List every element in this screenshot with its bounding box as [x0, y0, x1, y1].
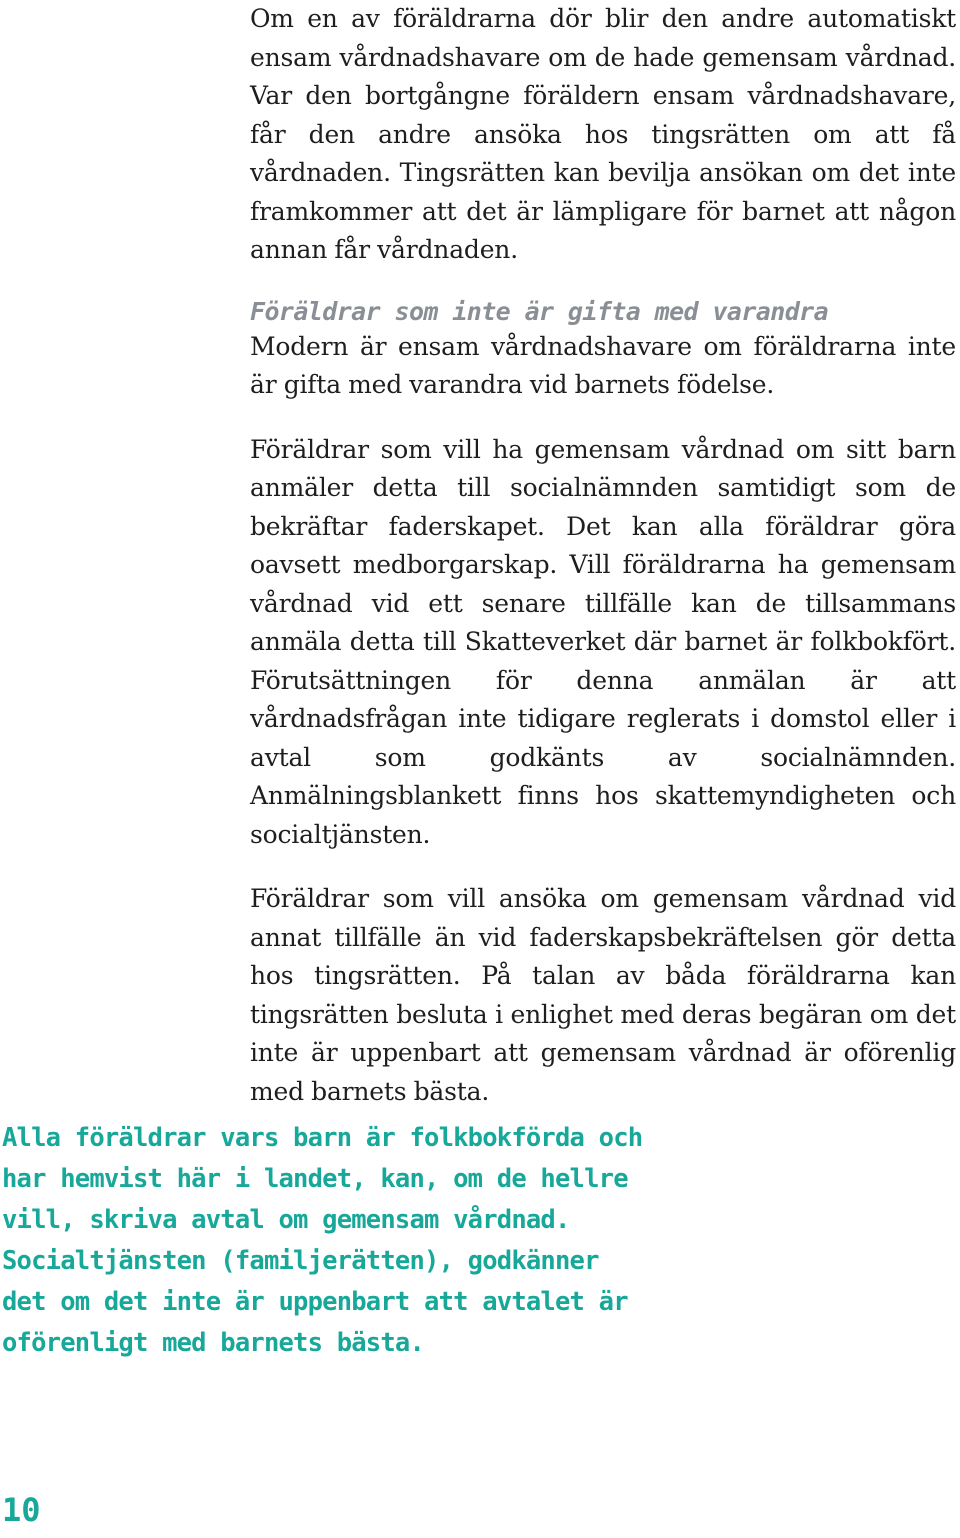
page-number: 10	[2, 1491, 41, 1529]
paragraph-joint-custody-court: Föräldrar som vill ansöka om gemensam vårdnad vid annat tillfälle än vid faderskapsbekräftelsen gör detta hos tingsrätten. På talan av båda föräldrarna kan tingsrätten besluta i enlighet med deras begäran om det inte är uppenbart att gemensam vårdnad är oförenlig med barnets bästa.	[250, 884, 956, 1106]
callout-custody-agreement: Alla föräldrar vars barn är folkbokförda och har hemvist här i landet, kan, om de hellre vill, skriva avtal om gemensam vårdnad. Socialtjänsten (familjerätten), godkänner det om det inte är uppenbart att avtalet är oförenligt med barnets bästa.	[2, 1123, 643, 1358]
paragraph-joint-custody-notification: Föräldrar som vill ha gemensam vårdnad om sitt barn anmäler detta till socialnämnden samtidigt som de bekräftar faderskapet. Det kan alla föräldrar göra oavsett medborgarskap. Vill föräldrarna ha gemensam vårdnad vid ett senare tillfälle kan de tillsammans anmäla detta till Skatteverket där barnet är folkbokfört. Förutsättningen för denna anmälan är att vårdnadsfrågan inte tidigare reglerats i domstol eller i avtal som godkänts av socialnämnden. Anmälningsblankett finns hos skattemyndigheten och socialtjänsten.	[250, 434, 956, 849]
paragraph-custody-on-death: Om en av föräldrarna dör blir den andre automatiskt ensam vårdnadshavare om de hade gemensam vårdnad. Var den bortgångne föräldern ensam vårdnadshavare, får den andre ansöka hos tingsrätten om att få vårdnaden. Tingsrätten kan bevilja ansökan om det inte framkommer att det är lämpligare för barnet att någon annan får vårdnaden.	[250, 4, 956, 264]
section-heading-unmarried-parents: Föräldrar som inte är gifta med varandra	[250, 296, 829, 326]
paragraph-mother-sole-custody: Modern är ensam vårdnadshavare om föräldrarna inte är gifta med varandra vid barnets födelse.	[250, 331, 956, 399]
main-text-column	[250, 0, 956, 1111]
